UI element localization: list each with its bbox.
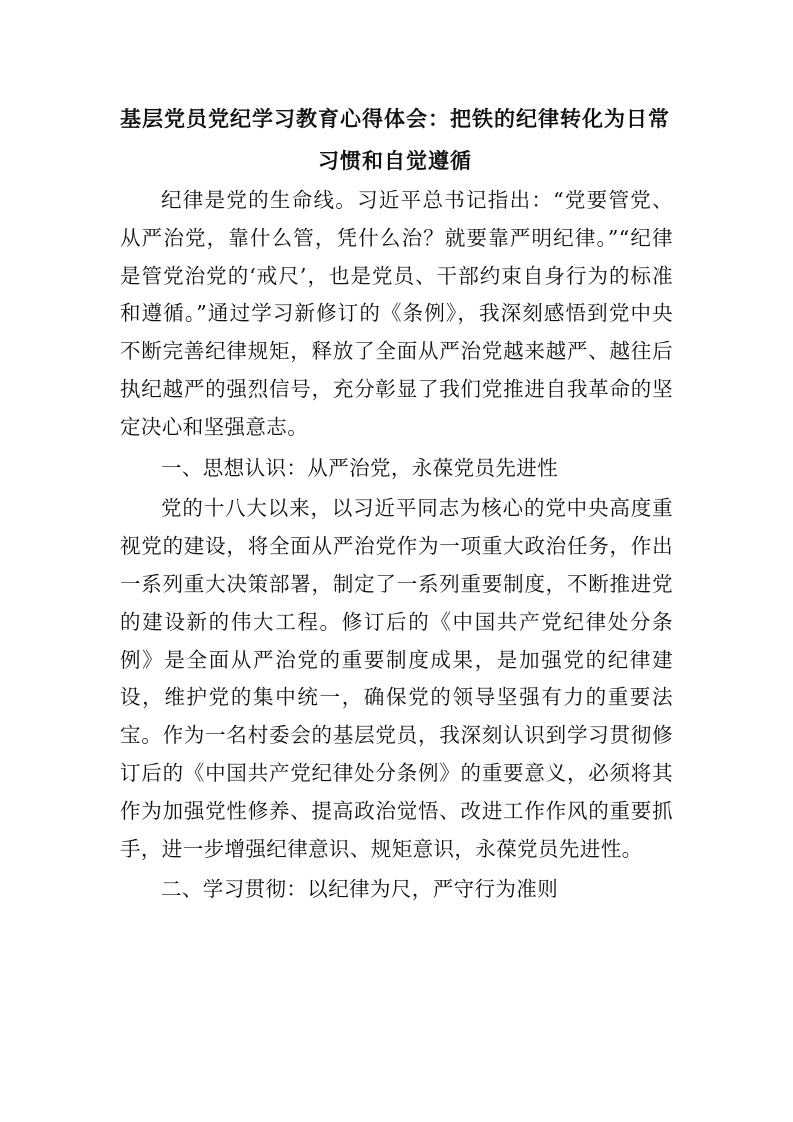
intro-paragraph: 纪律是党的生命线。习近平总书记指出：“党要管党、从严治党，靠什么管，凭什么治？就要靠严明纪律。”“纪律是管党治党的‘戒尺’，也是党员、干部约束自身行为的标准和遵循。”通过学习新修订的《条例》，我深刻感悟到党中央不断完善纪律规矩，释放了全面从严治党越来越严、越往后执纪越严的强烈信号，充分彰显了我们党推进自我革命的坚定决心和坚强意志。 <box>120 188 673 439</box>
document-body <box>120 182 673 912</box>
document-title: 基层党员党纪学习教育心得体会：把铁的纪律转化为日常习惯和自觉遵循 <box>120 106 670 173</box>
section-heading-2: 二、学习贯彻：以纪律为尺，严守行为准则 <box>161 877 559 902</box>
section-heading-1: 一、思想认识：从严治党，永葆党员先进性 <box>161 455 559 480</box>
section-1-paragraph: 党的十八大以来，以习近平同志为核心的党中央高度重视党的建设，将全面从严治党作为一项重大政治任务，作出一系列重大决策部署，制定了一系列重要制度，不断推进党的建设新的伟大工程。修订后的《中国共产党纪律处分条例》是全面从严治党的重要制度成果，是加强党的纪律建设，维护党的集中统一，确保党的领导坚强有力的重要法宝。作为一名村委会的基层党员，我深刻认识到学习贯彻修订后的《中国共产党纪律处分条例》的重要意义，必须将其作为加强党性修养、提高政治觉悟、改进工作作风的重要抓手，进一步增强纪律意识、规矩意识，永葆党员先进性。 <box>120 496 673 861</box>
